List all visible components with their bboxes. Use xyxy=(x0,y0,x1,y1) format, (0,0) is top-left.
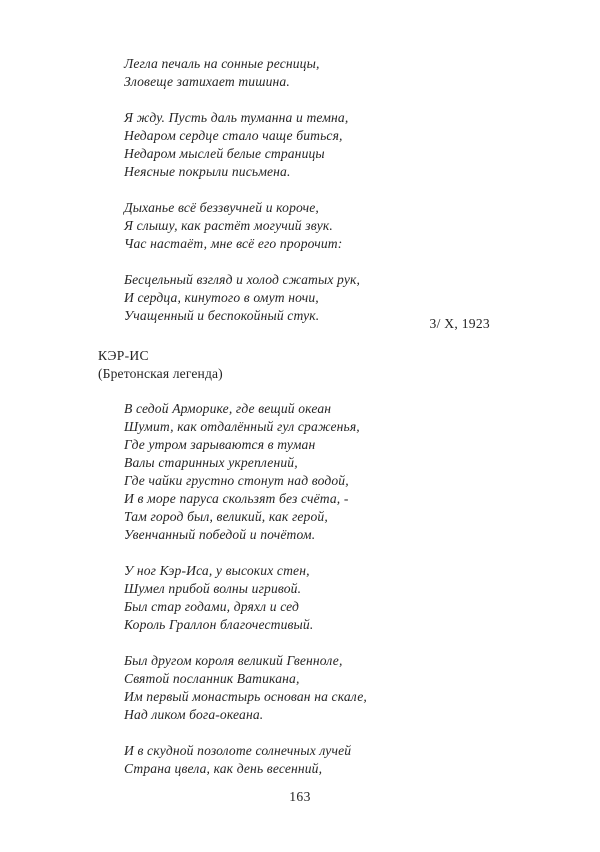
stanza xyxy=(124,400,367,544)
poem-title: КЭР-ИС xyxy=(98,348,149,363)
verse-line: Где чайки грустно стонут над водой, xyxy=(124,473,349,488)
verse-line: Дыханье всё беззвучней и короче, xyxy=(124,200,319,215)
verse-line: Учащенный и беспокойный стук. xyxy=(124,308,320,323)
stanza xyxy=(124,742,367,778)
verse-line: У ног Кэр-Иса, у высоких стен, xyxy=(124,563,310,578)
verse-line: И в скудной позолоте солнечных лучей xyxy=(124,743,352,758)
poem-date: 3/ X, 1923 xyxy=(429,316,490,331)
page-number: 163 xyxy=(289,789,311,804)
verse-line: Там город был, великий, как герой, xyxy=(124,509,328,524)
poem-body xyxy=(124,400,367,778)
verse-line: Король Граллон благочестивый. xyxy=(124,617,314,632)
verse-line: Недаром сердце стало чаще биться, xyxy=(124,128,343,143)
verse-line: В седой Арморике, где вещий океан xyxy=(124,401,332,416)
verse-line: Страна цвела, как день весенний, xyxy=(124,761,323,776)
verse-line: И в море паруса скользят без счёта, - xyxy=(124,491,349,506)
verse-line: Недаром мыслей белые страницы xyxy=(124,146,325,161)
verse-line: Святой посланник Ватикана, xyxy=(124,671,300,686)
verse-line: Шумел прибой волны игривой. xyxy=(124,581,302,596)
verse-line: Увенчанный победой и почётом. xyxy=(124,527,316,542)
stanza xyxy=(124,199,360,253)
verse-line: Час настаёт, мне всё его пророчит: xyxy=(124,236,343,251)
stanza xyxy=(124,55,360,91)
stanza xyxy=(124,109,360,181)
verse-line: Шумит, как отдалённый гул сраженья, xyxy=(124,419,360,434)
verse-line: Легла печаль на сонные ресницы, xyxy=(124,56,320,71)
verse-line: Был стар годами, дряхл и сед xyxy=(124,599,300,614)
verse-line: Неясные покрыли письмена. xyxy=(124,164,291,179)
verse-line: Им первый монастырь основан на скале, xyxy=(124,689,367,704)
poem-subtitle: (Бретонская легенда) xyxy=(98,366,223,381)
verse-line: И сердца, кинутого в омут ночи, xyxy=(124,290,319,305)
verse-line: Зловеще затихает тишина. xyxy=(124,74,290,89)
verse-line: Бесцельный взгляд и холод сжатых рук, xyxy=(124,272,361,287)
verse-line: Я жду. Пусть даль туманна и темна, xyxy=(124,110,349,125)
verse-line: Над ликом бога-океана. xyxy=(124,707,264,722)
verse-line: Был другом короля великий Гвенноле, xyxy=(124,653,343,668)
verse-line: Я слышу, как растёт могучий звук. xyxy=(124,218,333,233)
stanza xyxy=(124,562,367,634)
verse-line: Где утром зарываются в туман xyxy=(124,437,316,452)
poem-body xyxy=(124,55,360,325)
stanza xyxy=(124,652,367,724)
stanza xyxy=(124,271,360,325)
verse-line: Валы старинных укреплений, xyxy=(124,455,298,470)
